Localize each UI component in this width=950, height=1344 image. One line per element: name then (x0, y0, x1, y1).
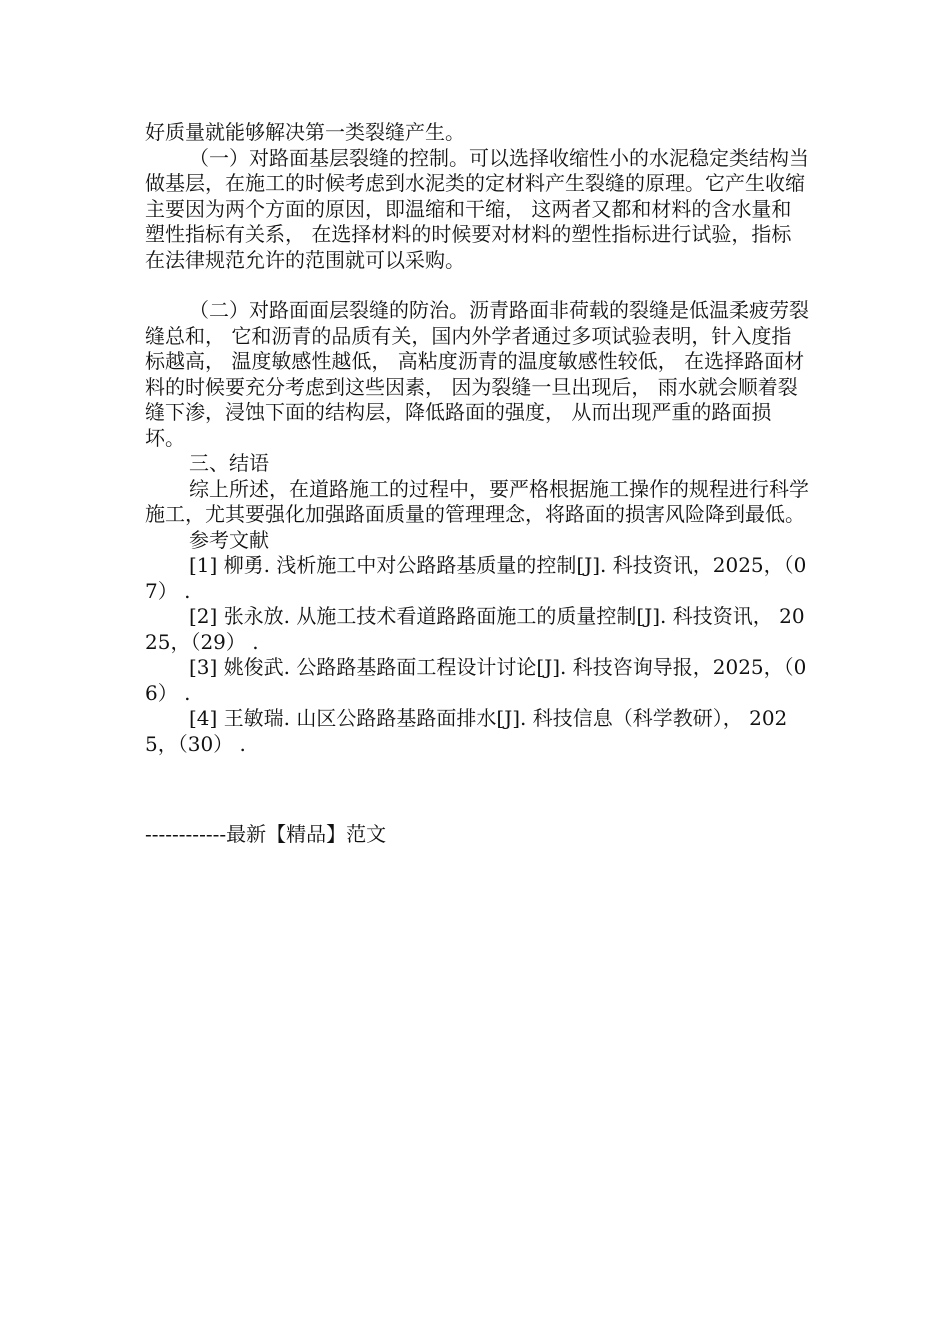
reference-list (145, 553, 810, 757)
document-body (145, 120, 810, 757)
paragraph-continuation: 好质量就能够解决第一类裂缝产生。 (145, 120, 465, 144)
paragraph-conclusion: 综上所述，在道路施工的过程中，要严格根据施工操作的规程进行科学施工，尤其要强化加强路面质量的管理理念，将路面的损害风险降到最低。 (145, 476, 809, 526)
paragraph-base-layer-control: （一）对路面基层裂缝的控制。可以选择收缩性小的水泥稳定类结构当做基层，在施工的时候考虑到水泥类的定材料产生裂缝的原理。它产生收缩主要因为两个方面的原因，即温缩和干缩， 这两者又都和材料的含水量和塑性指标有关系， 在选择材料的时候要对材料的塑性指标进行试验，指标在法律规范允许的范围就可以采购。 (145, 145, 809, 272)
section-heading-conclusion: 三、结语 (189, 451, 269, 475)
paragraph-surface-layer-prevention: （二）对路面面层裂缝的防治。沥青路面非荷载的裂缝是低温柔疲劳裂缝总和， 它和沥青的品质有关，国内外学者通过多项试验表明，针入度指标越高， 温度敏感性越低， 高粘度沥青的温度敏感性较低， 在选择路面材料的时候要充分考虑到这些因素， 因为裂缝一旦出现后， 雨水就会顺着裂缝下渗，浸蚀下面的结构层，降低路面的强度， 从而出现严重的路面损坏。 (145, 298, 809, 450)
reference-item: [4] 王敏瑞. 山区公路路基路面排水[J]. 科技信息（科学教研）， 2025，（30） . (145, 706, 788, 756)
reference-item: [1] 柳勇. 浅析施工中对公路路基质量的控制[J]. 科技资讯，2025，（07） . (145, 553, 807, 603)
reference-item: [2] 张永放. 从施工技术看道路路面施工的质量控制[J]. 科技资讯， 2025，（29） . (145, 604, 805, 654)
paragraph-gap (145, 273, 810, 298)
references-heading: 参考文献 (189, 527, 269, 552)
reference-item: [3] 姚俊武. 公路路基路面工程设计讨论[J]. 科技咨询导报，2025，（06） . (145, 655, 807, 705)
footer-tagline: ------------最新【精品】范文 (145, 822, 387, 846)
